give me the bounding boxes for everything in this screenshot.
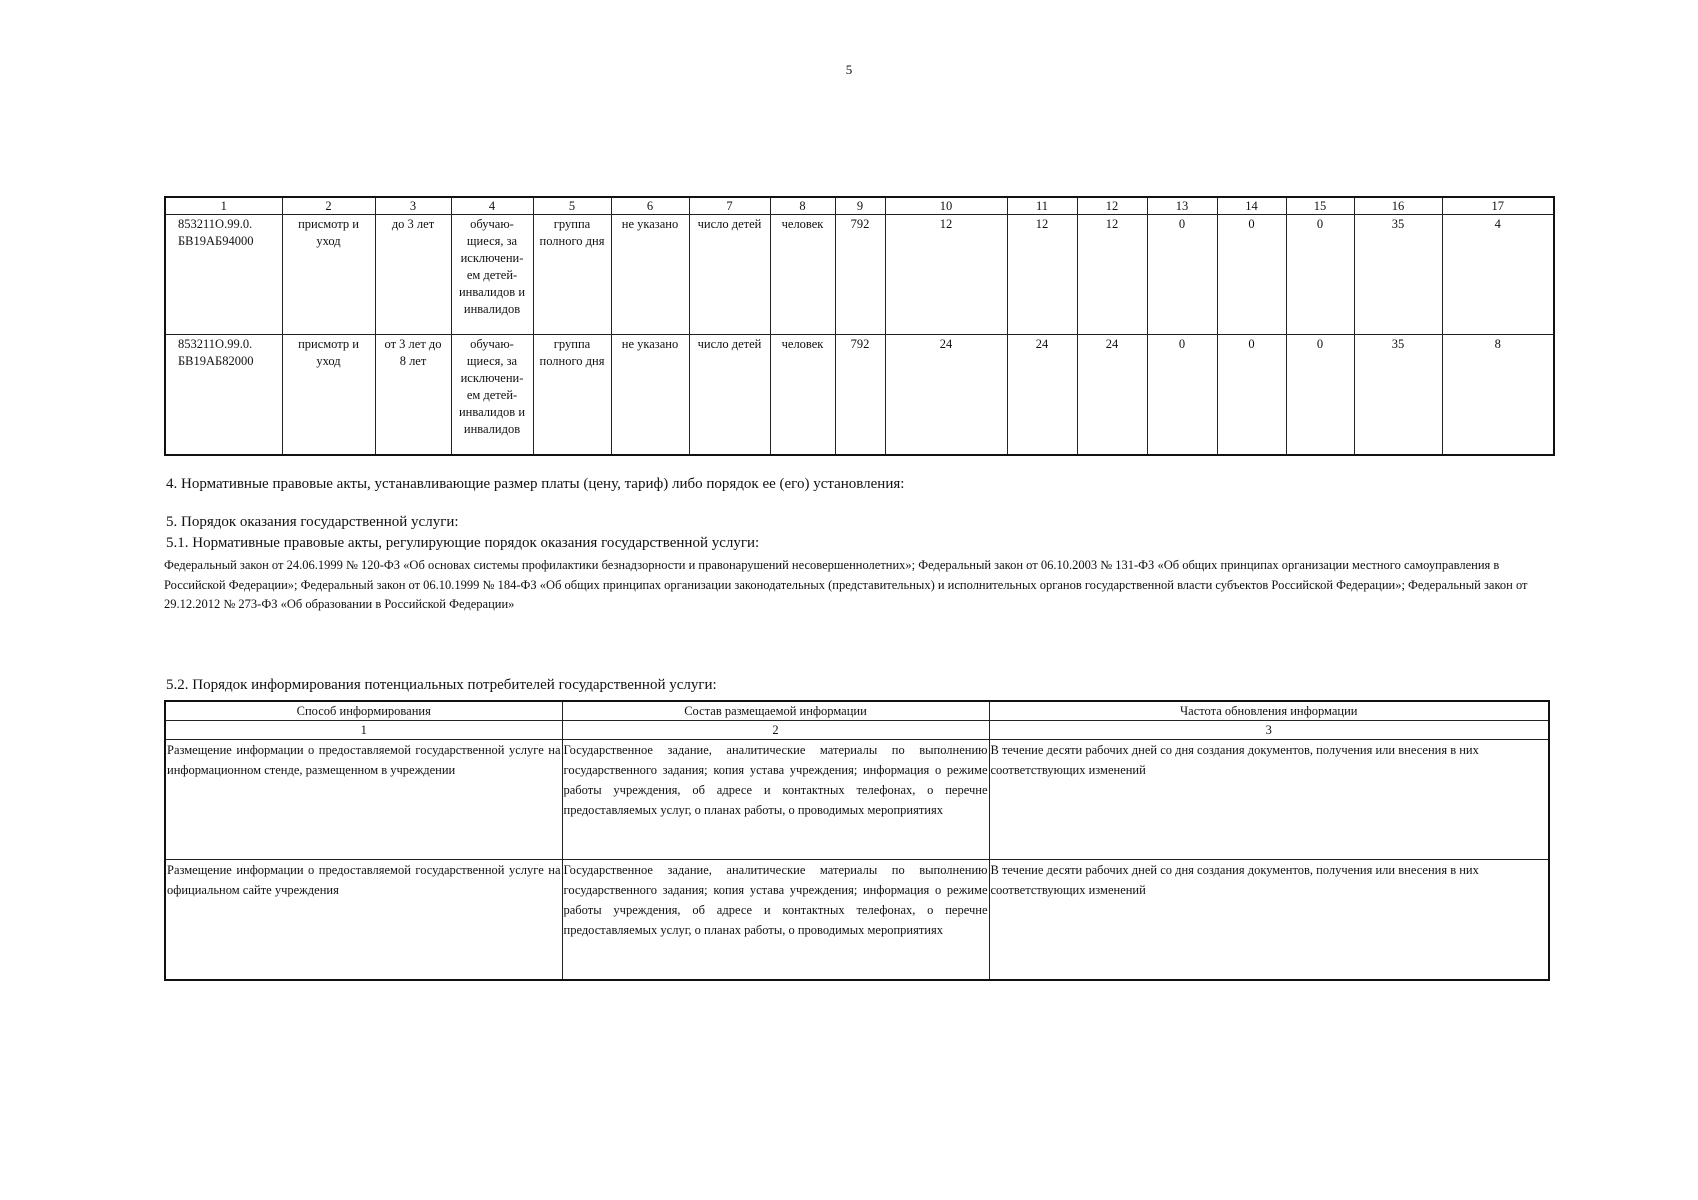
- value-cell: 24: [885, 335, 1007, 455]
- table-row: [165, 215, 1554, 335]
- col-number: 8: [770, 197, 835, 215]
- frequency-cell: В течение десяти рабочих дней со дня создания документов, получения или внесения в них соответствующих изменений: [989, 740, 1549, 860]
- okei-code: 792: [835, 215, 885, 335]
- section-5-heading: 5. Порядок оказания государственной услуги:: [166, 514, 459, 530]
- col-number: 17: [1442, 197, 1554, 215]
- value-cell: 0: [1217, 215, 1286, 335]
- col-number: 6: [611, 197, 689, 215]
- unit-name: человек: [770, 335, 835, 455]
- section-5-2-heading: 5.2. Порядок информирования потенциальных потребителей государственной услуги:: [166, 677, 717, 693]
- header-frequency: Частота обновления информации: [989, 701, 1549, 721]
- header-content: Состав размещаемой информации: [562, 701, 989, 721]
- content-cell: Государственное задание, аналитические материалы по выполнению государственного задания; копия устава учреждения; информация о режиме работы учреждения, об адресе и контактных телефонах, о перечне предоставляемых услуг, о планах работы, о проводимых мероприятиях: [562, 860, 989, 980]
- col-number: 5: [533, 197, 611, 215]
- age-group: до 3 лет: [375, 215, 451, 335]
- col-number: 9: [835, 197, 885, 215]
- col-number: 12: [1077, 197, 1147, 215]
- consumer-category: обучаю- щиеся, за исключени- ем детей- инвалидов и инвалидов: [451, 215, 533, 335]
- col-number: 2: [282, 197, 375, 215]
- header-method: Способ информирования: [165, 701, 562, 721]
- col-number: 4: [451, 197, 533, 215]
- service-name: присмотр и уход: [282, 335, 375, 455]
- value-cell: 12: [885, 215, 1007, 335]
- information-table: [164, 700, 1550, 981]
- value-cell: 12: [1007, 215, 1077, 335]
- table-row: [165, 740, 1549, 860]
- value-cell: 35: [1354, 215, 1442, 335]
- section-5-1-heading: 5.1. Нормативные правовые акты, регулирующие порядок оказания государственной услуги:: [166, 535, 760, 551]
- frequency-cell: В течение десяти рабочих дней со дня создания документов, получения или внесения в них соответствующих изменений: [989, 860, 1549, 980]
- value-cell: 24: [1077, 335, 1147, 455]
- col-number: 10: [885, 197, 1007, 215]
- value-cell: 0: [1217, 335, 1286, 455]
- content-cell: Государственное задание, аналитические материалы по выполнению государственного задания; копия устава учреждения; информация о режиме работы учреждения, об адресе и контактных телефонах, о перечне предоставляемых услуг, о планах работы, о проводимых мероприятиях: [562, 740, 989, 860]
- method-cell: Размещение информации о предоставляемой государственной услуге на официальном сайте учреждения: [165, 860, 562, 980]
- registry-code: 853211О.99.0. БВ19АБ94000: [165, 215, 282, 335]
- condition: не указано: [611, 215, 689, 335]
- col-number: 1: [165, 197, 282, 215]
- value-cell: 8: [1442, 335, 1554, 455]
- condition: не указано: [611, 335, 689, 455]
- column-number-row: [165, 197, 1554, 215]
- col-number: 2: [562, 721, 989, 740]
- value-cell: 0: [1147, 335, 1217, 455]
- consumer-category: обучаю- щиеся, за исключени- ем детей- инвалидов и инвалидов: [451, 335, 533, 455]
- unit-name: человек: [770, 215, 835, 335]
- registry-code: 853211О.99.0. БВ19АБ82000: [165, 335, 282, 455]
- stay-mode: группа полного дня: [533, 215, 611, 335]
- value-cell: 4: [1442, 215, 1554, 335]
- col-number: 3: [989, 721, 1549, 740]
- col-number: 13: [1147, 197, 1217, 215]
- value-cell: 35: [1354, 335, 1442, 455]
- value-cell: 0: [1286, 335, 1354, 455]
- col-number: 16: [1354, 197, 1442, 215]
- table-row: [165, 860, 1549, 980]
- method-cell: Размещение информации о предоставляемой государственной услуге на информационном стенде, размещенном в учреждении: [165, 740, 562, 860]
- age-group: от 3 лет до 8 лет: [375, 335, 451, 455]
- table-row: [165, 335, 1554, 455]
- stay-mode: группа полного дня: [533, 335, 611, 455]
- col-number: 1: [165, 721, 562, 740]
- col-number: 7: [689, 197, 770, 215]
- page-number: 5: [845, 62, 853, 77]
- indicator-name: число детей: [689, 215, 770, 335]
- section-4-heading: 4. Нормативные правовые акты, устанавливающие размер платы (цену, тариф) либо порядок ее (его) установления:: [166, 476, 905, 492]
- service-volume-table: [164, 196, 1555, 456]
- okei-code: 792: [835, 335, 885, 455]
- value-cell: 0: [1147, 215, 1217, 335]
- header-row: [165, 701, 1549, 721]
- value-cell: 0: [1286, 215, 1354, 335]
- col-number: 3: [375, 197, 451, 215]
- service-name: присмотр и уход: [282, 215, 375, 335]
- value-cell: 24: [1007, 335, 1077, 455]
- regulatory-acts-text: Федеральный закон от 24.06.1999 № 120-ФЗ «Об основах системы профилактики безнадзорности и правонарушений несовершеннолетних»; Федеральный закон от 06.10.2003 № 131-ФЗ «Об общих принципах организации местного самоуправления в Российской Федерации»; Федеральный закон от 06.10.1999 № 184-ФЗ «Об общих принципах организации законодательных (представительных) и исполнительных органов государственной власти субъектов Российской Федерации»; Федеральный закон от 29.12.2012 № 273-ФЗ «Об образовании в Российской Федерации»: [164, 558, 1528, 611]
- value-cell: 12: [1077, 215, 1147, 335]
- col-number: 14: [1217, 197, 1286, 215]
- indicator-name: число детей: [689, 335, 770, 455]
- column-number-row: [165, 721, 1549, 740]
- col-number: 11: [1007, 197, 1077, 215]
- col-number: 15: [1286, 197, 1354, 215]
